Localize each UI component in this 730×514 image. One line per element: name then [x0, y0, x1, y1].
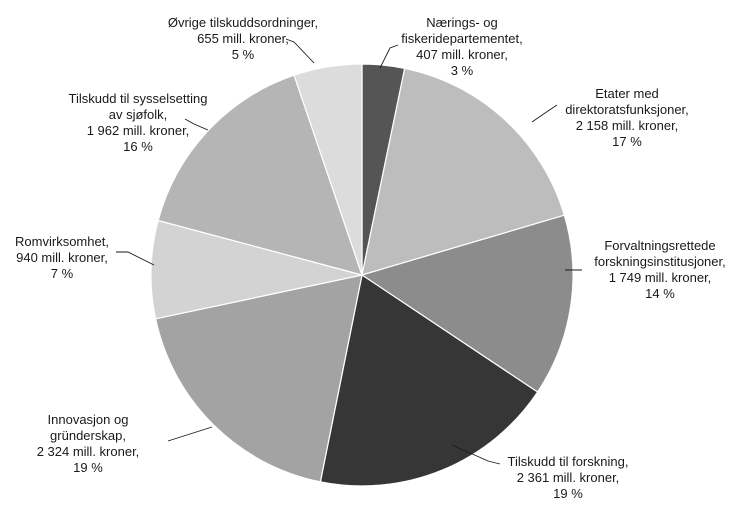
slice-label-7 [168, 15, 318, 62]
slice-label-4-line-3: 19 % [73, 460, 103, 475]
slice-label-3-line-2: 19 % [553, 486, 583, 501]
slice-label-3 [508, 454, 629, 501]
leader-line-4 [168, 427, 212, 441]
slice-label-4-line-0: Innovasjon og [47, 412, 129, 427]
slice-label-2 [594, 238, 726, 301]
slice-label-6-line-1: av sjøfolk, [108, 107, 168, 122]
slice-label-3-line-0: Tilskudd til forskning, [507, 454, 629, 469]
slice-label-0-line-3: 3 % [450, 63, 474, 78]
slice-label-1-line-2: 2 158 mill. kroner, [575, 118, 679, 133]
slice-label-7-line-2: 5 % [231, 47, 255, 62]
leader-line-5 [116, 252, 154, 265]
slice-label-1-line-3: 17 % [612, 134, 642, 149]
slice-label-5-line-1: 940 mill. kroner, [16, 250, 108, 265]
slice-label-3-line-1: 2 361 mill. kroner, [516, 470, 620, 485]
slice-label-5-line-2: 7 % [50, 266, 74, 281]
slice-label-2-line-3: 14 % [645, 286, 675, 301]
slice-label-1-line-1: direktoratsfunksjoner, [565, 102, 689, 117]
slice-label-0-line-0: Nærings- og [426, 15, 498, 30]
slice-label-0-line-1: fiskeridepartementet, [401, 31, 523, 46]
slice-label-2-line-2: 1 749 mill. kroner, [608, 270, 712, 285]
slice-label-2-line-1: forskningsinstitusjoner, [594, 254, 726, 269]
slice-label-5 [15, 234, 109, 281]
slice-label-2-line-0: Forvaltningsrettede [604, 238, 716, 253]
slice-label-4-line-1: gründerskap, [50, 428, 126, 443]
slice-label-4 [37, 412, 140, 475]
slice-label-4-line-2: 2 324 mill. kroner, [36, 444, 140, 459]
slice-label-1-line-0: Etater med [595, 86, 659, 101]
slice-label-7-line-1: 655 mill. kroner, [197, 31, 289, 46]
leader-line-7 [286, 39, 314, 63]
slice-label-6-line-2: 1 962 mill. kroner, [86, 123, 190, 138]
pie-slices [151, 64, 573, 486]
slice-label-1 [565, 86, 689, 149]
slice-label-7-line-0: Øvrige tilskuddsordninger, [167, 15, 319, 30]
slice-label-6 [69, 91, 208, 154]
slice-label-6-line-0: Tilskudd til sysselsetting [68, 91, 208, 106]
slice-label-6-line-3: 16 % [123, 139, 153, 154]
leader-line-1 [532, 105, 557, 122]
slice-label-0 [401, 15, 522, 78]
slice-label-5-line-0: Romvirksomhet, [15, 234, 109, 249]
slice-label-0-line-2: 407 mill. kroner, [416, 47, 508, 62]
